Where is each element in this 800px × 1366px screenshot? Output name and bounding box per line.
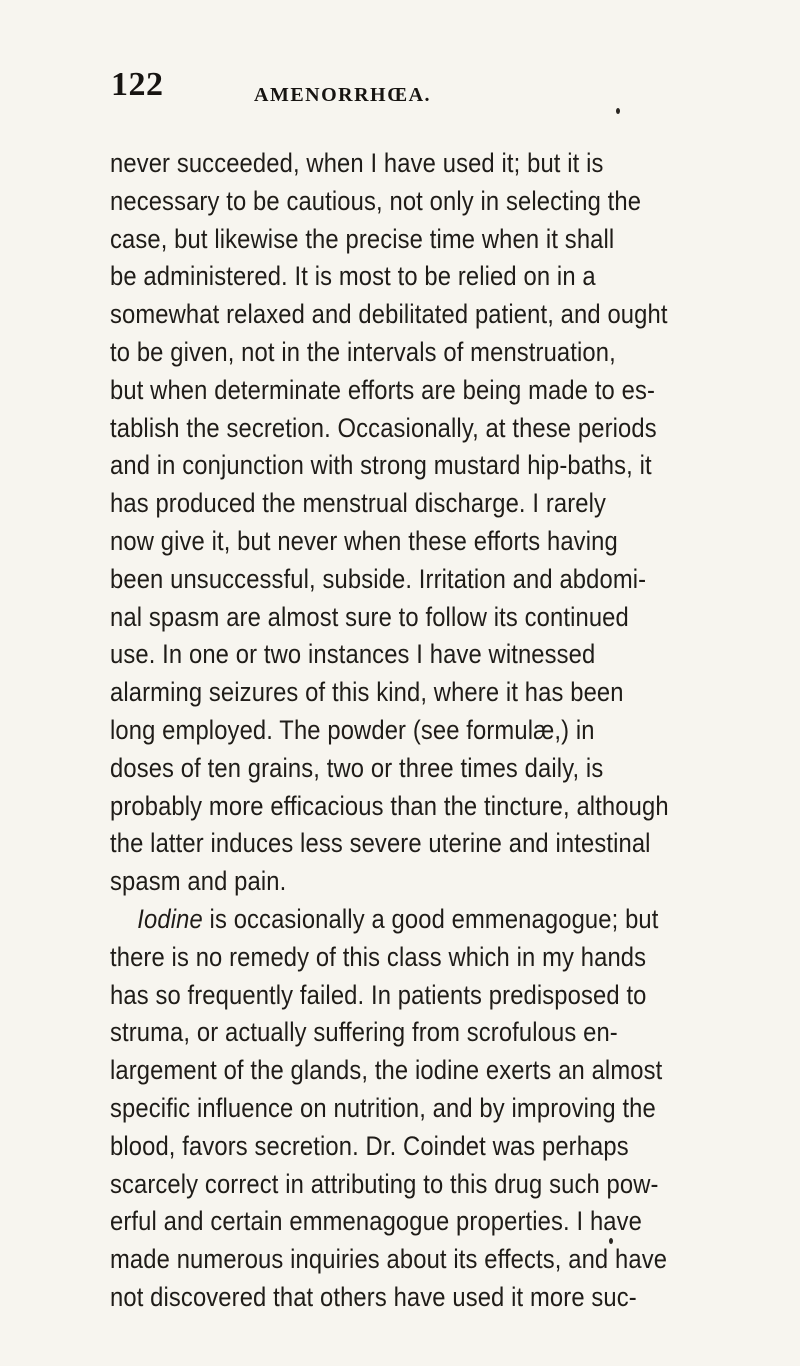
text-line: doses of ten grains, two or three times daily, is	[110, 752, 604, 783]
text-line: but when determinate efforts are being made to es-	[110, 374, 656, 405]
text-line: long employed. The powder (see formulæ,) in	[110, 714, 595, 745]
text-line: nal spasm are almost sure to follow its continued	[110, 601, 629, 632]
text-line: largement of the glands, the iodine exerts an almost	[110, 1055, 663, 1086]
text-line: been unsuccessful, subside. Irritation and abdomi-	[110, 563, 647, 594]
text-line: spasm and pain.	[110, 866, 287, 897]
text-line: and in conjunction with strong mustard hip-baths, it	[110, 450, 652, 481]
text-line: made numerous inquiries about its effects, and have	[110, 1244, 668, 1275]
text-line: case, but likewise the precise time when it shall	[110, 223, 615, 254]
text-line: never succeeded, when I have used it; but it is	[110, 148, 604, 178]
text-line: use. In one or two instances I have witnessed	[110, 639, 596, 670]
text-line: the latter induces less severe uterine and intestinal	[110, 828, 651, 859]
text-span: is occasionally a good emmenagogue; but	[202, 903, 659, 934]
paragraph-opening-line	[110, 901, 659, 939]
text-line: erful and certain emmenagogue properties. I have	[110, 1206, 643, 1237]
text-line: now give it, but never when these efforts having	[110, 525, 618, 556]
text-line: there is no remedy of this class which in my hands	[110, 941, 647, 972]
text-line: tablish the secretion. Occasionally, at these periods	[110, 412, 657, 443]
text-line: probably more efficacious than the tincture, although	[110, 790, 669, 821]
text-line: alarming seizures of this kind, where it has been	[110, 677, 624, 708]
body-text	[110, 145, 669, 1317]
text-line: not discovered that others have used it more suc-	[110, 1281, 637, 1312]
running-head: AMENORRHŒA.	[254, 84, 432, 106]
text-line: somewhat relaxed and debilitated patient, and ought	[110, 299, 668, 330]
text-line: necessary to be cautious, not only in selecting the	[110, 185, 642, 216]
text-line: has produced the menstrual discharge. I rarely	[110, 488, 607, 519]
text-line: has so frequently failed. In patients predisposed to	[110, 979, 647, 1010]
text-line: specific influence on nutrition, and by improving the	[110, 1092, 656, 1123]
text-line: struma, or actually suffering from scrofulous en-	[110, 1017, 618, 1048]
page-number: 122	[111, 66, 164, 103]
text-line: to be given, not in the intervals of menstruation,	[110, 336, 616, 367]
print-speck	[609, 1238, 613, 1244]
text-line: scarcely correct in attributing to this drug such pow-	[110, 1168, 659, 1199]
print-speck	[616, 108, 620, 114]
text-line: blood, favors secretion. Dr. Coindet was perhaps	[110, 1130, 629, 1161]
italic-term: Iodine	[137, 903, 203, 934]
text-line: be administered. It is most to be relied on in a	[110, 261, 596, 292]
